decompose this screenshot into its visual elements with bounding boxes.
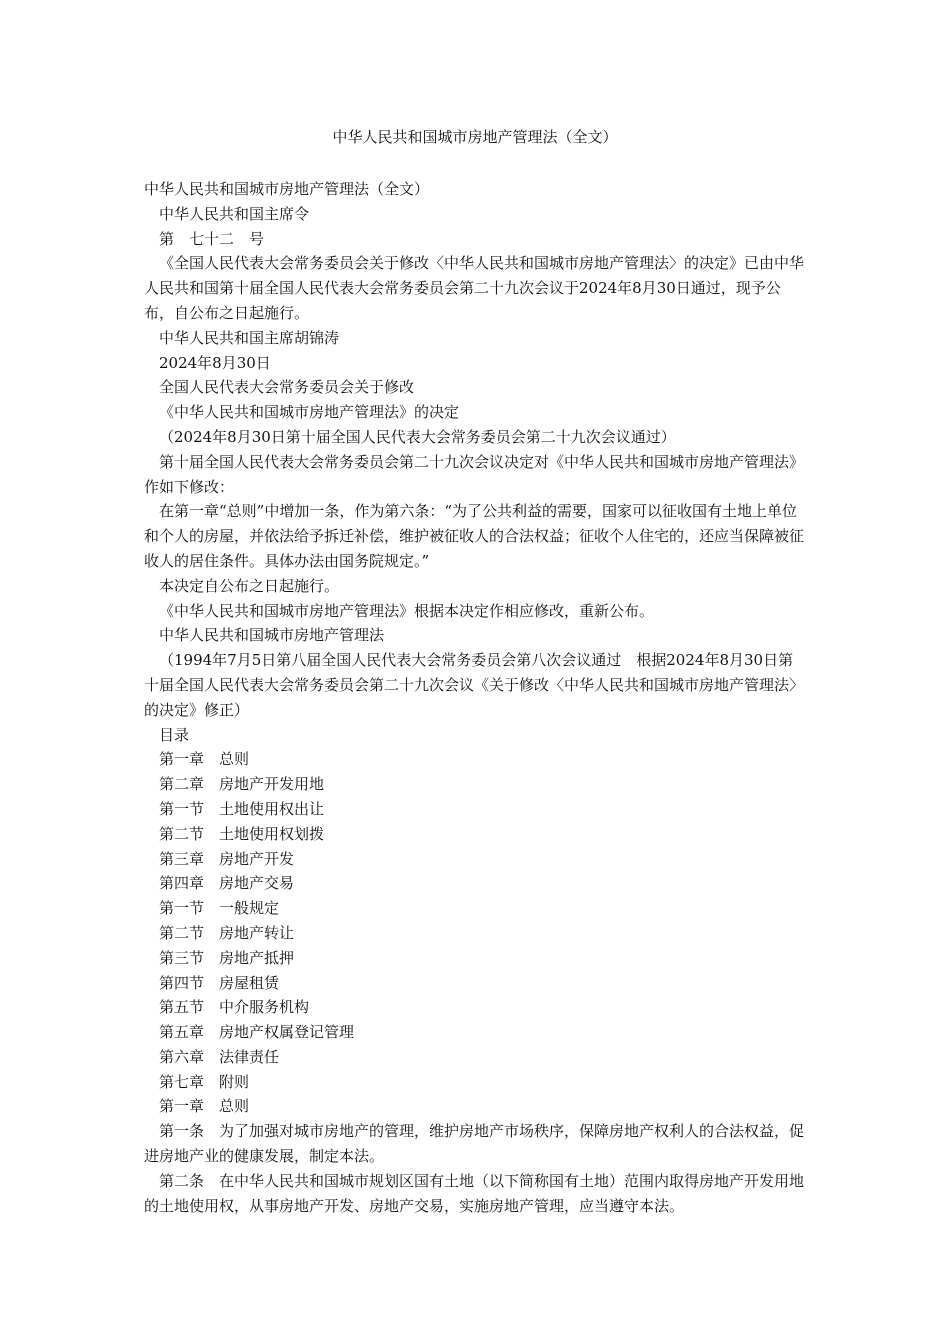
paragraph: 2024年8月30日 bbox=[159, 353, 271, 372]
toc-entry: 第五节 中介服务机构 bbox=[159, 998, 310, 1017]
toc-entry: 第四节 房屋租赁 bbox=[159, 973, 280, 992]
paragraph: 《全国人民代表大会常务委员会关于修改〈中华人民共和国城市房地产管理法〉的决定》已由中华人民共和国第十届全国人民代表大会常务委员会第二十九次会议于2024年8月30日通过，现予公布，自公布之日起施行。 bbox=[144, 254, 805, 322]
toc-entry: 第一节 土地使用权出让 bbox=[159, 799, 325, 818]
paragraph: 在第一章“总则”中增加一条，作为第六条：“为了公共利益的需要，国家可以征收国有土地上单位和个人的房屋，并依法给予拆迁补偿，维护被征收人的合法权益；征收个人住宅的，还应当保障被征收人的居住条件。具体办法由国务院规定。” bbox=[144, 502, 805, 570]
toc-entry: 第二节 房地产转让 bbox=[159, 923, 295, 942]
article-paragraph: 第一条 为了加强对城市房地产的管理，维护房地产市场秩序，保障房地产权利人的合法权益，促进房地产业的健康发展，制定本法。 bbox=[144, 1122, 805, 1166]
toc-entry: 第二章 房地产开发用地 bbox=[159, 775, 325, 794]
paragraph: 《中华人民共和国城市房地产管理法》的决定 bbox=[159, 403, 460, 422]
paragraph: 第十届全国人民代表大会常务委员会第二十九次会议决定对《中华人民共和国城市房地产管理法》作如下修改： bbox=[144, 452, 805, 496]
paragraph: （2024年8月30日第十届全国人民代表大会常务委员会第二十九次会议通过） bbox=[159, 427, 676, 446]
toc-entry: 第三章 房地产开发 bbox=[159, 849, 295, 868]
toc-entry: 第三节 房地产抵押 bbox=[159, 948, 295, 967]
paragraph: （1994年7月5日第八届全国人民代表大会常务委员会第八次会议通过 根据2024年8月30日第十届全国人民代表大会常务委员会第二十九次会议《关于修改〈中华人民共和国城市房地产管理法〉的决定》修正） bbox=[144, 651, 805, 719]
toc-entry: 第二节 土地使用权划拨 bbox=[159, 824, 325, 843]
toc-heading: 目录 bbox=[159, 725, 190, 744]
article-paragraph: 第二条 在中华人民共和国城市规划区国有土地（以下简称国有土地）范围内取得房地产开发用地的土地使用权，从事房地产开发、房地产交易，实施房地产管理，应当遵守本法。 bbox=[144, 1171, 805, 1215]
paragraph: 中华人民共和国主席令 bbox=[159, 204, 310, 223]
chapter-heading: 第一章 总则 bbox=[159, 1097, 250, 1116]
paragraph: 本决定自公布之日起施行。 bbox=[159, 576, 340, 595]
toc-entry: 第六章 法律责任 bbox=[159, 1047, 280, 1066]
page-title: 中华人民共和国城市房地产管理法（全文） bbox=[332, 128, 618, 146]
paragraph: 第 七十二 号 bbox=[159, 229, 265, 248]
document-body bbox=[144, 177, 804, 1218]
paragraph: 《中华人民共和国城市房地产管理法》根据本决定作相应修改，重新公布。 bbox=[159, 601, 655, 620]
toc-entry: 第一节 一般规定 bbox=[159, 899, 280, 918]
paragraph: 全国人民代表大会常务委员会关于修改 bbox=[159, 378, 415, 397]
paragraph: 中华人民共和国城市房地产管理法 bbox=[159, 626, 385, 645]
toc-entry: 第四章 房地产交易 bbox=[159, 874, 295, 893]
paragraph: 中华人民共和国主席胡锦涛 bbox=[159, 328, 340, 347]
toc-entry: 第五章 房地产权属登记管理 bbox=[159, 1023, 355, 1042]
body-heading: 中华人民共和国城市房地产管理法（全文） bbox=[144, 180, 430, 198]
toc-entry: 第七章 附则 bbox=[159, 1072, 250, 1091]
toc-entry: 第一章 总则 bbox=[159, 750, 250, 769]
